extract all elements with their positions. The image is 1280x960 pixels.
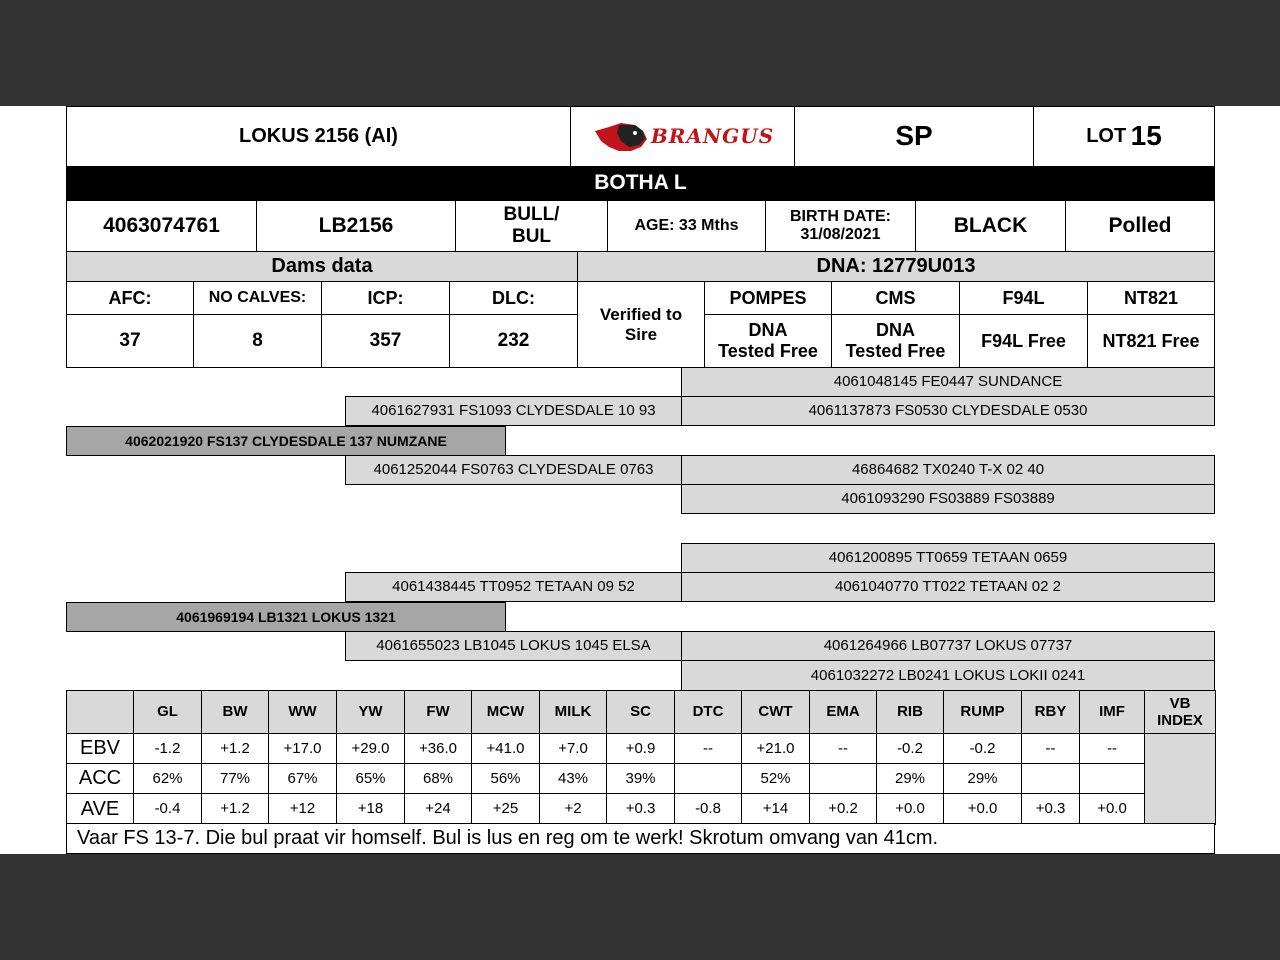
cms-line2: Tested Free bbox=[845, 341, 946, 361]
pedigree-sire: 4062021920 FS137 CLYDESDALE 137 NUMZANE bbox=[66, 426, 506, 456]
pedigree-dam-dam-sire: 4061264966 LB07737 LOKUS 07737 bbox=[681, 631, 1215, 661]
ebv-value-cell: 52% bbox=[741, 763, 810, 794]
ebv-header-cell: IMF bbox=[1079, 690, 1145, 734]
ebv-value-cell: -0.2 bbox=[876, 733, 944, 764]
cms-result bbox=[831, 314, 960, 368]
ebv-value-cell: +0.2 bbox=[809, 793, 877, 825]
verified-line1: Verified to bbox=[599, 304, 683, 324]
pompes-label: POMPES bbox=[704, 281, 832, 315]
ebv-value-cell: +12 bbox=[268, 793, 337, 825]
ebv-value-cell: +29.0 bbox=[336, 733, 405, 764]
ebv-header-cell: RIB bbox=[876, 690, 944, 734]
ebv-value-cell: -- bbox=[809, 733, 877, 764]
top-dark-band bbox=[0, 0, 1280, 106]
pedigree-dam-dam-dam: 4061032272 LB0241 LOKUS LOKII 0241 bbox=[681, 660, 1215, 691]
ebv-value-cell: +14 bbox=[741, 793, 810, 825]
registration-number: 4063074761 bbox=[66, 200, 257, 252]
ebv-value-cell: +0.0 bbox=[1079, 793, 1145, 825]
ebv-row-label: EBV bbox=[66, 733, 134, 764]
ebv-value-cell: +7.0 bbox=[539, 733, 607, 764]
ebv-value-cell: +0.9 bbox=[606, 733, 675, 764]
f94l-label: F94L bbox=[959, 281, 1088, 315]
ebv-value-cell: +25 bbox=[471, 793, 540, 825]
comment: Vaar FS 13-7. Die bul praat vir homself. Bul is lus en reg om te werk! Skrotum omvang van 41cm. bbox=[66, 823, 1215, 854]
ebv-value-cell: -- bbox=[674, 733, 742, 764]
pedigree-sire-dam-dam: 4061093290 FS03889 FS03889 bbox=[681, 484, 1215, 514]
dlc-label: DLC: bbox=[449, 281, 578, 315]
ebv-value-cell: +24 bbox=[404, 793, 472, 825]
brangus-logo bbox=[570, 106, 795, 167]
cms-line1: DNA bbox=[876, 320, 915, 341]
pedigree-dam-dam: 4061655023 LB1045 LOKUS 1045 ELSA bbox=[345, 631, 682, 661]
ebv-value-cell: 29% bbox=[876, 763, 944, 794]
pedigree-dam: 4061969194 LB1321 LOKUS 1321 bbox=[66, 602, 506, 632]
lot-number: 15 bbox=[1130, 120, 1162, 152]
ebv-header-cell: RUMP bbox=[943, 690, 1022, 734]
age: AGE: 33 Mths bbox=[607, 200, 766, 252]
nt821-result: NT821 Free bbox=[1087, 314, 1215, 368]
birth-date-label: BIRTH DATE: bbox=[789, 207, 892, 225]
birth-date: 31/08/2021 bbox=[800, 226, 881, 243]
pedigree-sire-dam: 4061252044 FS0763 CLYDESDALE 0763 bbox=[345, 455, 682, 485]
ebv-value-cell: -0.8 bbox=[674, 793, 742, 825]
ebv-header-cell: FW bbox=[404, 690, 472, 734]
cms-label: CMS bbox=[831, 281, 960, 315]
ebv-header-cell: RBY bbox=[1021, 690, 1080, 734]
vb-index-header bbox=[1144, 690, 1216, 734]
ebv-value-cell: -0.2 bbox=[943, 733, 1022, 764]
icp-label: ICP: bbox=[321, 281, 450, 315]
ebv-header-cell: MCW bbox=[471, 690, 540, 734]
ebv-value-cell: -- bbox=[1079, 733, 1145, 764]
icp-value: 357 bbox=[321, 314, 450, 368]
ebv-value-cell bbox=[674, 763, 742, 794]
ebv-value-cell: +0.3 bbox=[1021, 793, 1080, 825]
ebv-value-cell: +17.0 bbox=[268, 733, 337, 764]
sex-box bbox=[455, 200, 608, 252]
lot-label: LOT bbox=[1086, 125, 1127, 147]
ebv-value-cell: +0.0 bbox=[876, 793, 944, 825]
lot-box bbox=[1033, 106, 1215, 167]
ebv-value-cell: 68% bbox=[404, 763, 472, 794]
ebv-value-cell: +0.3 bbox=[606, 793, 675, 825]
ebv-value-cell: 39% bbox=[606, 763, 675, 794]
pompes-line2: Tested Free bbox=[718, 341, 818, 361]
pedigree-dam-sire: 4061438445 TT0952 TETAAN 09 52 bbox=[345, 572, 682, 602]
breeder-name: BOTHA L bbox=[66, 166, 1215, 201]
horn-status: Polled bbox=[1065, 200, 1215, 252]
ebv-header-cell: DTC bbox=[674, 690, 742, 734]
pedigree-dam-sire-dam: 4061040770 TT022 TETAAN 02 2 bbox=[681, 572, 1215, 602]
ebv-header-cell: YW bbox=[336, 690, 405, 734]
ebv-value-cell: +41.0 bbox=[471, 733, 540, 764]
nt821-label: NT821 bbox=[1087, 281, 1215, 315]
dna-title: DNA: 12779U013 bbox=[577, 251, 1215, 282]
ebv-header-cell: BW bbox=[201, 690, 269, 734]
birth-date-box bbox=[765, 200, 916, 252]
ebv-header-cell: SC bbox=[606, 690, 675, 734]
pedigree-sire-sire: 4061627931 FS1093 CLYDESDALE 10 93 bbox=[345, 396, 682, 426]
afc-value: 37 bbox=[66, 314, 194, 368]
ebv-value-cell: 62% bbox=[133, 763, 202, 794]
ebv-value-cell bbox=[1021, 763, 1080, 794]
dams-data-title: Dams data bbox=[66, 251, 578, 282]
ebv-value-cell: +18 bbox=[336, 793, 405, 825]
ebv-header-cell: GL bbox=[133, 690, 202, 734]
sex-line2: BUL bbox=[511, 226, 552, 247]
ebv-header-cell: MILK bbox=[539, 690, 607, 734]
colour: BLACK bbox=[915, 200, 1066, 252]
ebv-row-label: ACC bbox=[66, 763, 134, 794]
ebv-value-cell: +0.0 bbox=[943, 793, 1022, 825]
ebv-value-cell: -1.2 bbox=[133, 733, 202, 764]
no-calves-value: 8 bbox=[193, 314, 322, 368]
ebv-header-cell: EMA bbox=[809, 690, 877, 734]
ebv-value-cell: 43% bbox=[539, 763, 607, 794]
ebv-value-cell: +21.0 bbox=[741, 733, 810, 764]
ebv-value-cell: 29% bbox=[943, 763, 1022, 794]
ebv-value-cell: -- bbox=[1021, 733, 1080, 764]
tag-number: LB2156 bbox=[256, 200, 456, 252]
ebv-value-cell: +36.0 bbox=[404, 733, 472, 764]
verified-to-sire bbox=[577, 281, 705, 368]
ebv-value-cell: +1.2 bbox=[201, 793, 269, 825]
ebv-header-cell: CWT bbox=[741, 690, 810, 734]
pedigree-sire-dam-sire: 46864682 TX0240 T-X 02 40 bbox=[681, 455, 1215, 485]
ebv-value-cell: 56% bbox=[471, 763, 540, 794]
pompes-line1: DNA bbox=[748, 320, 788, 341]
pedigree-dam-sire-sire: 4061200895 TT0659 TETAAN 0659 bbox=[681, 543, 1215, 573]
ebv-value-cell: +2 bbox=[539, 793, 607, 825]
f94l-result: F94L Free bbox=[959, 314, 1088, 368]
ebv-value-cell bbox=[1079, 763, 1145, 794]
grade: SP bbox=[794, 106, 1034, 167]
afc-label: AFC: bbox=[66, 281, 194, 315]
ebv-value-cell: 77% bbox=[201, 763, 269, 794]
vb-index-label: INDEX bbox=[1157, 712, 1203, 729]
ebv-value-cell: 67% bbox=[268, 763, 337, 794]
ebv-header-cell: WW bbox=[268, 690, 337, 734]
dlc-value: 232 bbox=[449, 314, 578, 368]
vb-index-value bbox=[1144, 733, 1216, 825]
ebv-row-label: AVE bbox=[66, 793, 134, 825]
verified-line2: Sire bbox=[624, 324, 658, 344]
ebv-value-cell bbox=[809, 763, 877, 794]
bottom-dark-band bbox=[0, 854, 1280, 960]
pedigree-sire-sire-dam: 4061137873 FS0530 CLYDESDALE 0530 bbox=[681, 396, 1215, 426]
pedigree-sire-sire-sire: 4061048145 FE0447 SUNDANCE bbox=[681, 367, 1215, 397]
ebv-header-corner bbox=[66, 690, 134, 734]
ebv-value-cell: 65% bbox=[336, 763, 405, 794]
vb-index-label: VB bbox=[1169, 694, 1191, 712]
bull-head-icon bbox=[591, 117, 651, 157]
logo-text: BRANGUS bbox=[650, 124, 775, 148]
ebv-value-cell: +1.2 bbox=[201, 733, 269, 764]
pompes-result bbox=[704, 314, 832, 368]
no-calves-label: NO CALVES: bbox=[193, 281, 322, 315]
ebv-value-cell: -0.4 bbox=[133, 793, 202, 825]
animal-name: LOKUS 2156 (AI) bbox=[66, 106, 571, 167]
sex-line1: BULL/ bbox=[503, 204, 560, 226]
